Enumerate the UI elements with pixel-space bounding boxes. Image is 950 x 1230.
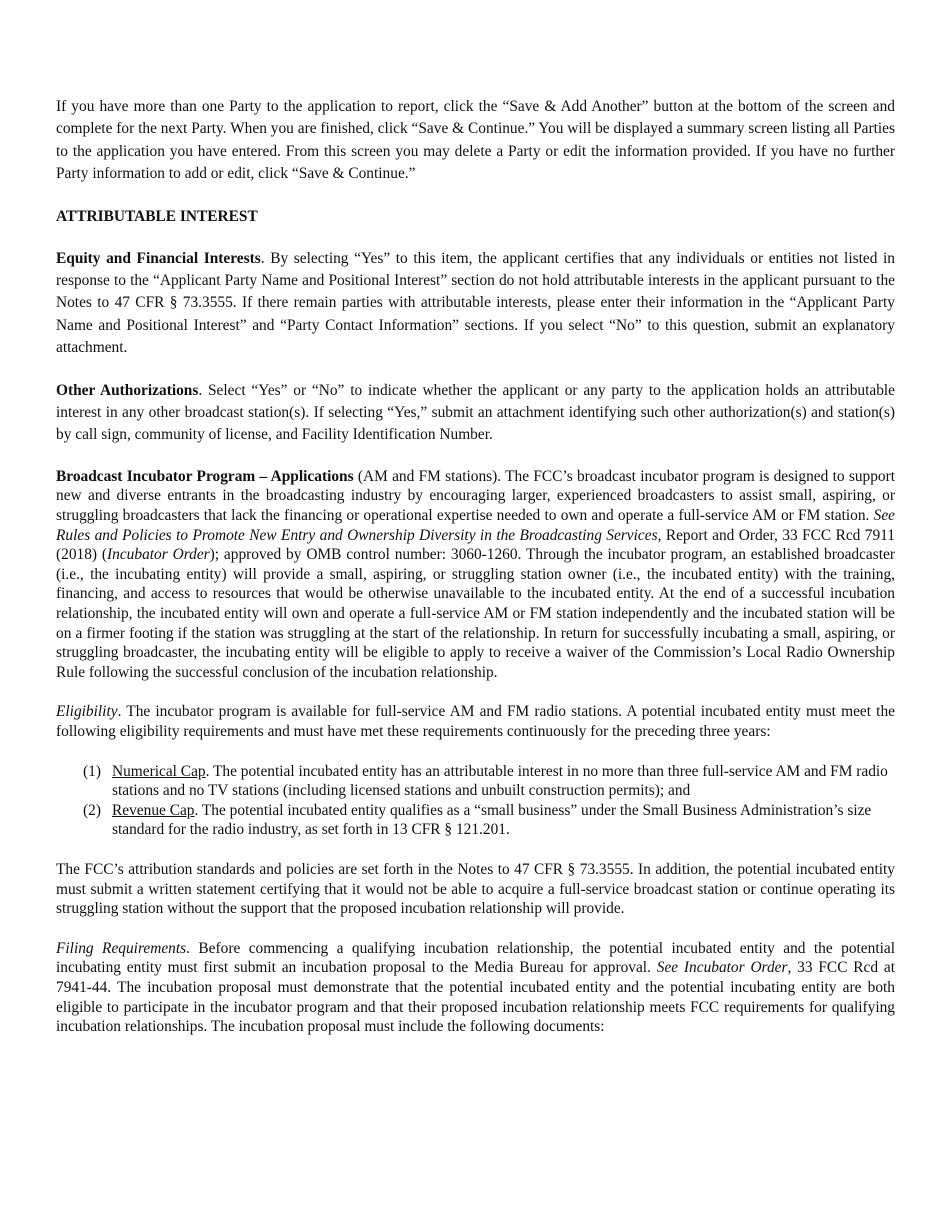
spacer xyxy=(56,228,895,248)
other-authorizations-title: Other Authorizations xyxy=(56,381,199,399)
spacer xyxy=(56,682,895,702)
spacer xyxy=(56,447,895,467)
intro-text: If you have more than one Party to the application to report, click the “Save & Add Another” button at the bottom of the screen and complete for the next Party. When you are finished, click “Save & Continue.” You will be displayed a summary screen listing all Parties to the application you have entered. From this screen you may delete a Party or edit the information provided. If you have no further Party information to add or edit, click “Save & Continue.” xyxy=(56,98,895,183)
spacer xyxy=(56,840,895,860)
list-item-number: (1) xyxy=(83,762,101,780)
incubator-order-citation: Incubator Order xyxy=(107,546,210,564)
spacer xyxy=(56,360,895,380)
eligibility-list xyxy=(56,762,895,840)
incubator-text-1: (AM and FM stations). The FCC’s broadcast incubator program is designed to support new and diverse entrants in the broadcasting industry by encouraging larger, experienced broadcasters to assist small, aspiring, or struggling broadcasters that lack the financing or operational expertise needed to own and operate a full-service AM or FM station. xyxy=(56,467,896,525)
incubator-text-3: ); approved by OMB control number: 3060-1260. Through the incubator program, an established broadcaster (i.e., the incubating entity) will provide a small, aspiring, or struggling station owner (i.e., the incubated entity) with the training, financing, and access to resources that would be otherwise unavailable to the incubated entity. At the end of a successful incubation relationship, the incubated entity will own and operate a full-service AM or FM station independently and the incubated station will be on a firmer footing if the station was struggling at the start of the relationship. In return for successfully incubating a small, aspiring, or struggling broadcaster, the incubating entity will be eligible to apply to receive a waiver of the Commission’s Local Radio Ownership Rule following the successful conclusion of the incubation relationship. xyxy=(56,546,895,681)
spacer xyxy=(56,919,895,939)
document-page xyxy=(56,96,895,1037)
list-item-body: . The potential incubated entity has an attributable interest in no more than three full-service AM and FM radio stations and no TV stations (including licensed stations and unbuilt construction permits); and xyxy=(112,762,888,800)
list-item-label: Revenue Cap xyxy=(112,801,195,819)
spacer xyxy=(56,742,895,762)
equity-body: . By selecting “Yes” to this item, the applicant certifies that any individuals or entities not listed in response to the “Applicant Party Name and Positional Interest” section do not hold attributable interests in the applicant pursuant to the Notes to 47 CFR § 73.3555. If there remain parties with attributable interests, please enter their information in the “Applicant Party Name and Positional Interest” and “Party Contact Information” sections. If you select “No” to this question, submit an explanatory attachment. xyxy=(56,249,895,357)
incubator-title: Broadcast Incubator Program – Applications xyxy=(56,467,354,485)
eligibility-title: Eligibility xyxy=(56,703,118,721)
equity-title: Equity and Financial Interests xyxy=(56,249,261,267)
attribution-paragraph xyxy=(56,860,895,919)
attribution-text: The FCC’s attribution standards and policies are set forth in the Notes to 47 CFR § 73.3555. In addition, the potential incubated entity must submit a written statement certifying that it would not be able to acquire a full-service broadcast station or continue operating its struggling station without the support that the proposed incubation relationship will provide. xyxy=(56,860,895,918)
list-item-number: (2) xyxy=(83,801,101,819)
equity-paragraph xyxy=(56,248,895,360)
eligibility-body: . The incubator program is available for full-service AM and FM radio stations. A potential incubated entity must meet the following eligibility requirements and must have met these requirements continuously for the preceding three years: xyxy=(56,703,895,740)
spacer xyxy=(56,186,895,206)
incubator-citation: See Rules and Policies to Promote New Entry and Ownership Diversity in the Broadcasting Services xyxy=(56,507,895,544)
intro-paragraph xyxy=(56,96,895,186)
eligibility-paragraph xyxy=(56,702,895,741)
incubator-paragraph xyxy=(56,467,895,683)
other-authorizations-body: . Select “Yes” or “No” to indicate whether the applicant or any party to the application holds an attributable interest in any other broadcast station(s). If selecting “Yes,” submit an attachment identifying such other authorization(s) and station(s) by call sign, community of license, and Facility Identification Number. xyxy=(56,381,895,444)
filing-title: Filing Requirements xyxy=(56,939,187,957)
filing-paragraph xyxy=(56,939,895,1037)
list-item xyxy=(56,762,895,801)
filing-text-2: , 33 FCC Rcd at 7941-44. The incubation proposal must demonstrate that the potential incubated entity and the potential incubating entity are both eligible to participate in the incubator program and that their proposed incubation relationship meets FCC requirements for qualifying incubation relationships. The incubation proposal must include the following documents: xyxy=(56,959,895,1036)
filing-text-1: . Before commencing a qualifying incubation relationship, the potential incubated entity and the potential incubating entity must first submit an incubation proposal to the Media Bureau for approval. xyxy=(56,939,895,977)
section-heading: ATTRIBUTABLE INTEREST xyxy=(56,207,258,225)
list-item xyxy=(56,801,895,840)
list-item-label: Numerical Cap xyxy=(112,762,206,780)
other-authorizations-paragraph xyxy=(56,380,895,447)
incubator-text-2: , Report and Order, 33 FCC Rcd 7911 (2018) ( xyxy=(56,526,895,564)
filing-citation: See Incubator Order xyxy=(656,959,788,977)
list-item-body: . The potential incubated entity qualifies as a “small business” under the Small Business Administration’s size standard for the radio industry, as set forth in 13 CFR § 121.201. xyxy=(112,801,872,839)
